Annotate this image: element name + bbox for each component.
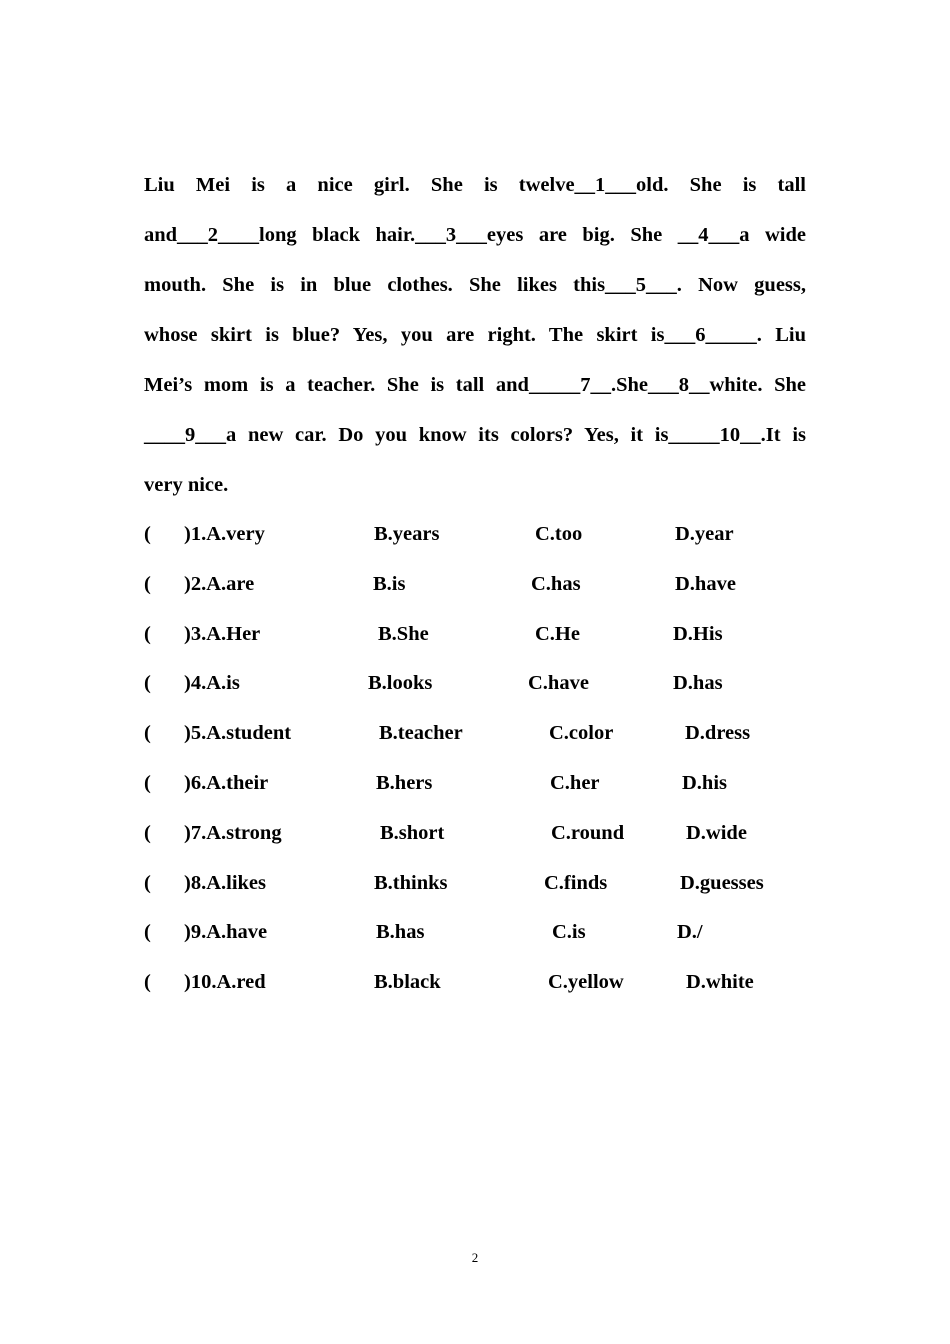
option-b: B.hers xyxy=(376,771,433,794)
option-b: B.looks xyxy=(368,672,433,695)
option-d: D./ xyxy=(677,921,703,944)
page-number: 2 xyxy=(471,1250,479,1265)
option-c: C.is xyxy=(552,921,586,944)
passage-line: Mei’s mom is a teacher. She is tall and_____7__.She___8__white. She xyxy=(144,374,806,396)
answer-bracket: ( xyxy=(144,921,151,944)
option-a: )6.A.their xyxy=(184,771,269,794)
option-d: D.wide xyxy=(686,821,747,844)
option-a: )5.A.student xyxy=(184,722,292,745)
question-row xyxy=(144,809,824,859)
question-row xyxy=(144,659,824,709)
question-row xyxy=(144,610,824,660)
option-b: B.has xyxy=(376,921,425,944)
question-row xyxy=(144,859,824,909)
passage-line: Liu Mei is a nice girl. She is twelve__1___old. She is tall xyxy=(144,174,806,196)
passage-line: very nice. xyxy=(144,474,229,496)
question-row xyxy=(144,759,824,809)
answer-bracket: ( xyxy=(144,871,151,894)
option-b: B.She xyxy=(378,622,429,645)
option-c: C.have xyxy=(528,672,589,695)
option-c: C.too xyxy=(535,523,583,545)
option-c: C.has xyxy=(531,572,581,595)
option-d: D.white xyxy=(686,971,754,994)
option-d: D.his xyxy=(682,771,728,794)
option-d: D.His xyxy=(673,622,723,645)
option-c: C.her xyxy=(550,771,600,794)
option-b: B.years xyxy=(374,523,440,545)
option-a: )9.A.have xyxy=(184,921,268,944)
question-row xyxy=(144,510,824,560)
question-row xyxy=(144,908,824,958)
passage-line: and___2____long black hair.___3___eyes are big. She __4___a wide xyxy=(144,224,806,246)
option-a: )10.A.red xyxy=(184,971,266,994)
option-b: B.short xyxy=(380,821,445,844)
option-d: D.guesses xyxy=(680,871,764,894)
option-b: B.black xyxy=(374,971,441,994)
answer-bracket: ( xyxy=(144,722,151,745)
option-a: )4.A.is xyxy=(184,672,240,695)
option-d: D.dress xyxy=(685,722,751,745)
question-row xyxy=(144,709,824,759)
option-c: C.He xyxy=(535,622,580,645)
option-b: B.thinks xyxy=(374,871,448,894)
answer-bracket: ( xyxy=(144,771,151,794)
option-c: C.round xyxy=(551,821,625,844)
answer-bracket: ( xyxy=(144,572,151,595)
answer-options xyxy=(144,510,824,1008)
question-row xyxy=(144,958,824,1008)
question-row xyxy=(144,560,824,610)
passage-line: whose skirt is blue? Yes, you are right. The skirt is___6_____. Liu xyxy=(144,324,806,346)
answer-bracket: ( xyxy=(144,672,151,695)
option-d: D.year xyxy=(675,523,734,545)
cloze-passage xyxy=(144,160,806,510)
option-c: C.finds xyxy=(544,871,608,894)
passage-line: ____9___a new car. Do you know its colors? Yes, it is_____10__.It is xyxy=(144,424,806,446)
answer-bracket: ( xyxy=(144,821,151,844)
answer-bracket: ( xyxy=(144,523,151,545)
option-d: D.has xyxy=(673,672,723,695)
option-a: )7.A.strong xyxy=(184,821,282,844)
option-c: C.color xyxy=(549,722,614,745)
option-a: )8.A.likes xyxy=(184,871,266,894)
answer-bracket: ( xyxy=(144,971,151,994)
option-b: B.teacher xyxy=(379,722,463,745)
passage-line: mouth. She is in blue clothes. She likes this___5___. Now guess, xyxy=(144,274,806,296)
option-a: )2.A.are xyxy=(184,572,255,595)
option-c: C.yellow xyxy=(548,971,624,994)
option-b: B.is xyxy=(373,572,406,595)
answer-bracket: ( xyxy=(144,622,151,645)
option-a: )3.A.Her xyxy=(184,622,261,645)
option-d: D.have xyxy=(675,572,736,595)
option-a: )1.A.very xyxy=(184,523,265,545)
